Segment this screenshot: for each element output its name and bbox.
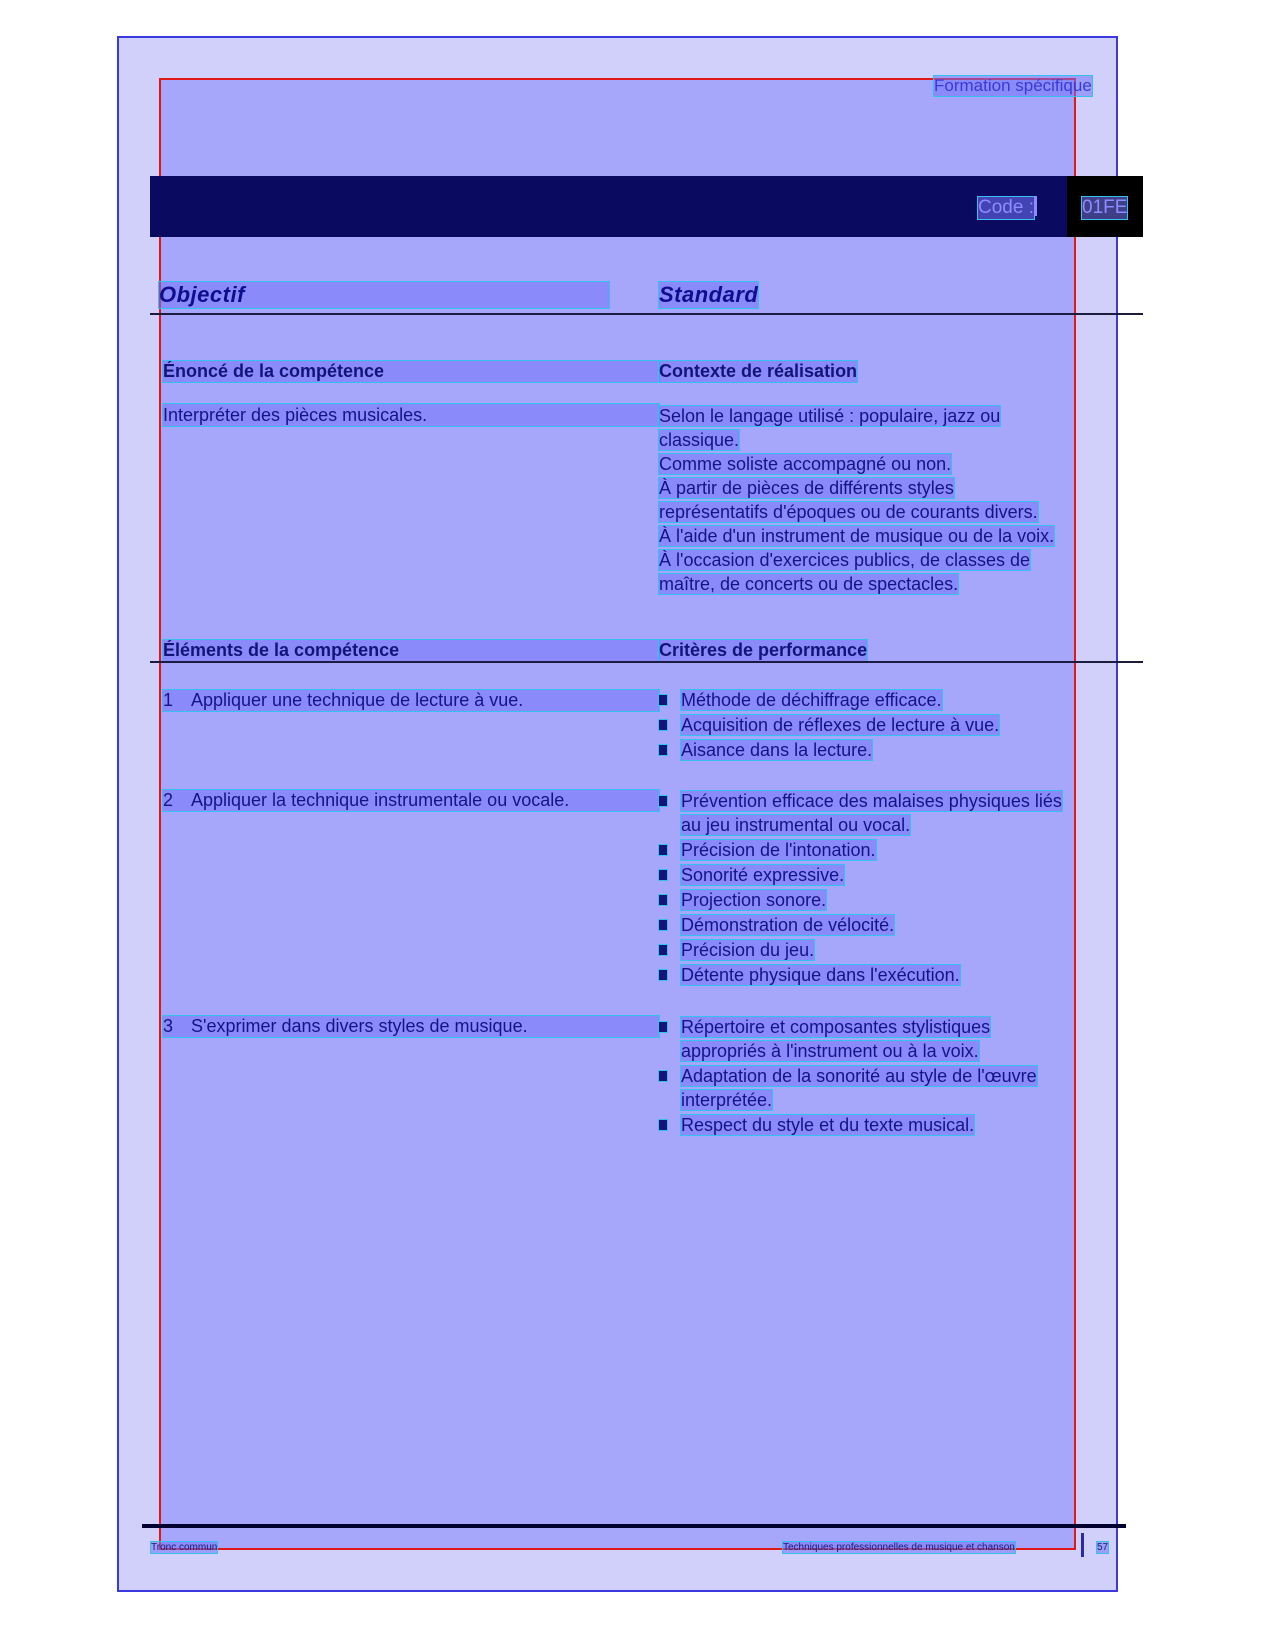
- competence-heading: Énoncé de la compétence: [163, 361, 659, 382]
- code-label: Code :: [978, 197, 1034, 218]
- context-heading: Contexte de réalisation: [659, 361, 858, 381]
- code-separator: [1034, 196, 1037, 216]
- bullet-icon: [659, 695, 667, 705]
- criterion-text: Aisance dans la lecture.: [681, 740, 873, 760]
- context-line: À partir de pièces de différents styles: [659, 478, 954, 498]
- criterion-item: [659, 863, 1129, 887]
- criterion-item: [659, 738, 1129, 762]
- bullet-icon: [659, 745, 667, 755]
- criterion-text: Répertoire et composantes stylistiques: [681, 1017, 991, 1037]
- bullet-icon: [659, 945, 667, 955]
- criterion-text: Acquisition de réflexes de lecture à vue.: [681, 715, 1000, 735]
- heading-rule: [150, 313, 1143, 315]
- criteria-list: [659, 688, 1129, 763]
- criterion-text: appropriés à l'instrument ou à la voix.: [681, 1041, 979, 1061]
- element-text: Appliquer une technique de lecture à vue.: [191, 690, 524, 710]
- criterion-item: [659, 688, 1129, 712]
- bullet-icon: [659, 1120, 667, 1130]
- criterion-text: Respect du style et du texte musical.: [681, 1115, 975, 1135]
- criterion-item: [659, 1113, 1129, 1137]
- context-list: [659, 404, 1129, 596]
- program-label: Formation spécifique: [934, 76, 1092, 95]
- bullet-icon: [659, 796, 667, 806]
- column-heading-objectif: Objectif: [159, 282, 609, 308]
- elements-heading: Éléments de la compétence: [163, 640, 659, 661]
- bullet-icon: [659, 845, 667, 855]
- context-line: représentatifs d'époques ou de courants divers.: [659, 502, 1038, 522]
- criterion-item: [659, 1064, 1129, 1112]
- criterion-text: interprétée.: [681, 1090, 773, 1110]
- criterion-text: Prévention efficace des malaises physiques liés: [681, 791, 1062, 811]
- page-number: 57: [1097, 1542, 1109, 1553]
- criterion-text: Méthode de déchiffrage efficace.: [681, 690, 942, 710]
- context-line: Comme soliste accompagné ou non.: [659, 454, 952, 474]
- code-value: 01FE: [1082, 197, 1128, 218]
- criterion-text: au jeu instrumental ou vocal.: [681, 815, 911, 835]
- criterion-text: Précision de l'intonation.: [681, 840, 876, 860]
- footer-right-text: Techniques professionnelles de musique et chanson: [783, 1542, 1015, 1553]
- bullet-icon: [659, 720, 667, 730]
- criterion-item: [659, 913, 1129, 937]
- bullet-icon: [659, 1071, 667, 1081]
- element-text: S'exprimer dans divers styles de musique.: [191, 1016, 528, 1036]
- element-number: 3: [163, 1016, 174, 1036]
- element-item: [163, 790, 659, 811]
- code-bar-inner: [150, 176, 1067, 237]
- column-heading-standard: Standard: [659, 282, 759, 307]
- criterion-item: [659, 789, 1129, 837]
- context-line: classique.: [659, 430, 740, 450]
- criterion-text: Adaptation de la sonorité au style de l'œuvre: [681, 1066, 1037, 1086]
- bullet-icon: [659, 920, 667, 930]
- bullet-icon: [659, 1022, 667, 1032]
- elements-rule: [150, 661, 1143, 663]
- criteria-list: [659, 789, 1129, 988]
- context-line: maître, de concerts ou de spectacles.: [659, 574, 959, 594]
- criterion-item: [659, 838, 1129, 862]
- criterion-item: [659, 888, 1129, 912]
- criteria-list: [659, 1015, 1129, 1138]
- criterion-text: Précision du jeu.: [681, 940, 815, 960]
- footer-rule: [142, 1524, 1126, 1528]
- criterion-text: Démonstration de vélocité.: [681, 915, 895, 935]
- element-item: [163, 690, 659, 711]
- bullet-icon: [659, 970, 667, 980]
- element-text: Appliquer la technique instrumentale ou vocale.: [191, 790, 570, 810]
- criterion-text: Projection sonore.: [681, 890, 827, 910]
- criteria-heading: Critères de performance: [659, 640, 868, 660]
- criterion-item: [659, 1015, 1129, 1063]
- element-number: 1: [163, 690, 174, 710]
- element-number: 2: [163, 790, 174, 810]
- bullet-icon: [659, 895, 667, 905]
- footer-left-text: Tronc commun: [151, 1542, 218, 1553]
- criterion-text: Sonorité expressive.: [681, 865, 845, 885]
- bullet-icon: [659, 870, 667, 880]
- criterion-text: Détente physique dans l'exécution.: [681, 965, 960, 985]
- criterion-item: [659, 938, 1129, 962]
- element-item: [163, 1016, 659, 1037]
- footer-divider: [1081, 1533, 1084, 1557]
- criterion-item: [659, 713, 1129, 737]
- context-line: À l'occasion d'exercices publics, de classes de: [659, 550, 1031, 570]
- competence-statement: Interpréter des pièces musicales.: [163, 404, 659, 426]
- criterion-item: [659, 963, 1129, 987]
- context-line: Selon le langage utilisé : populaire, jazz ou: [659, 406, 1001, 426]
- context-line: À l'aide d'un instrument de musique ou de la voix.: [659, 526, 1055, 546]
